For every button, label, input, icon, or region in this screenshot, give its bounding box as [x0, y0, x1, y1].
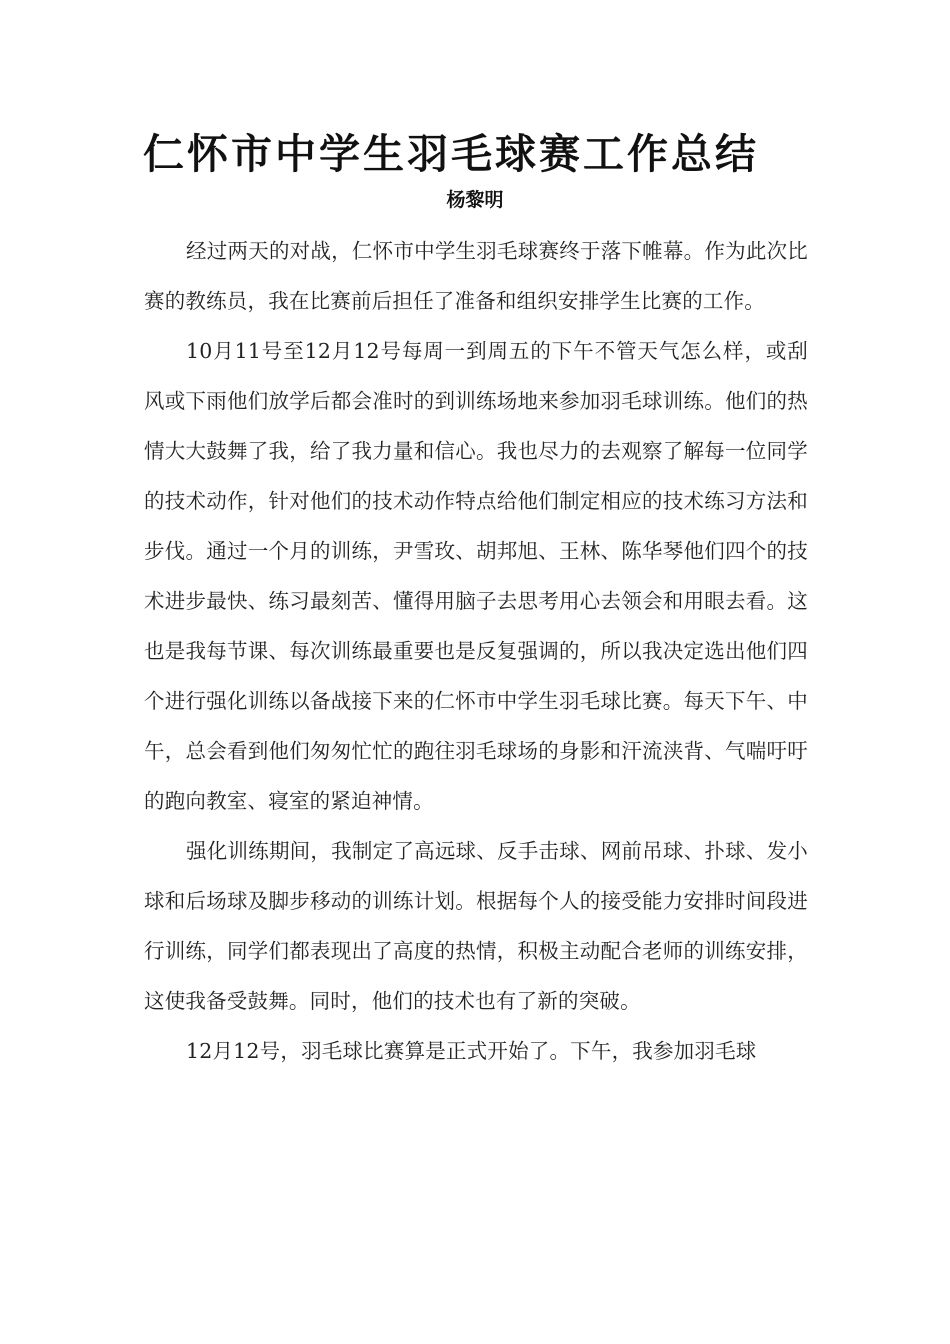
- paragraph-1: 经过两天的对战，仁怀市中学生羽毛球赛终于落下帷幕。作为此次比赛的教练员，我在比赛前后担任了准备和组织安排学生比赛的工作。: [144, 239, 808, 313]
- document-author: 杨黎明: [446, 189, 504, 211]
- paragraph-4: 12月12号，羽毛球比赛算是正式开始了。下午，我参加羽毛球: [186, 1039, 757, 1063]
- document-body: [144, 226, 808, 1076]
- paragraph-3: 强化训练期间，我制定了高远球、反手击球、网前吊球、扑球、发小球和后场球及脚步移动的训练计划。根据每个人的接受能力安排时间段进行训练，同学们都表现出了高度的热情，积极主动配合老师的训练安排，这使我备受鼓舞。同时，他们的技术也有了新的突破。: [144, 839, 808, 1013]
- document-title: 仁怀市中学生羽毛球赛工作总结: [143, 130, 759, 178]
- paragraph-2: 10月11号至12月12号每周一到周五的下午不管天气怎么样，或刮风或下雨他们放学后都会准时的到训练场地来参加羽毛球训练。他们的热情大大鼓舞了我，给了我力量和信心。我也尽力的去观察了解每一位同学的技术动作，针对他们的技术动作特点给他们制定相应的技术练习方法和步伐。通过一个月的训练，尹雪玫、胡邦旭、王林、陈华琴他们四个的技术进步最快、练习最刻苦、懂得用脑子去思考用心去领会和用眼去看。这也是我每节课、每次训练最重要也是反复强调的，所以我决定选出他们四个进行强化训练以备战接下来的仁怀市中学生羽毛球比赛。每天下午、中午，总会看到他们匆匆忙忙的跑往羽毛球场的身影和汗流浃背、气喘吁吁的跑向教室、寝室的紧迫神情。: [144, 339, 808, 813]
